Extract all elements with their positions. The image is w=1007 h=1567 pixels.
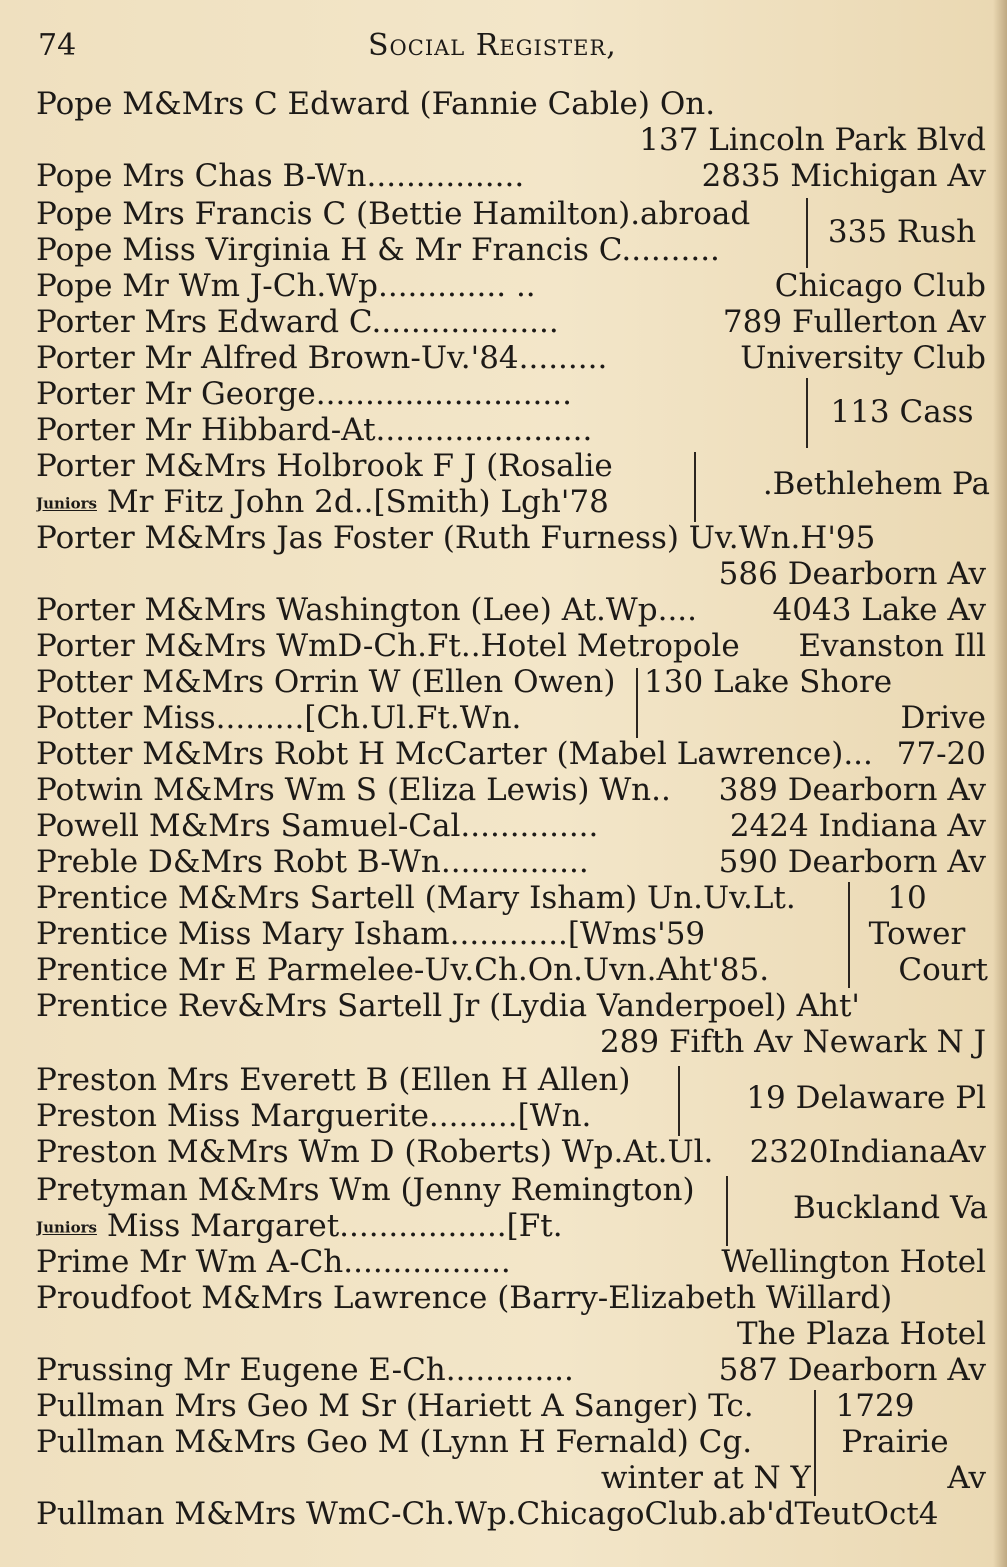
bracket-rule [694, 452, 696, 522]
entry-line: Porter M&Mrs WmD-Ch.Ft..Hotel Metropole Evanston Ill [36, 628, 986, 664]
bracket-rule [848, 882, 850, 988]
page-title: Social Register, [368, 28, 617, 63]
entry-line: Preston M&Mrs Wm D (Roberts) Wp.At.Ul. 2320IndianaAv [36, 1134, 986, 1170]
entry-line: The Plaza Hotel [736, 1316, 986, 1352]
bracket-address: 10 [887, 880, 927, 916]
bracket-rule [806, 198, 808, 268]
bracket-rule [726, 1176, 728, 1246]
entry-line: Prussing Mr Eugene E-Ch............. 587 Dearborn Av [36, 1352, 986, 1388]
entry-line: Powell M&Mrs Samuel-Cal.............. 2424 Indiana Av [36, 808, 986, 844]
entry-line: Potwin M&Mrs Wm S (Eliza Lewis) Wn.. 389 Dearborn Av [36, 772, 986, 808]
entry-line: 137 Lincoln Park Blvd [639, 122, 986, 158]
entry-line: Potter Miss.........[Ch.Ul.Ft.Wn. Drive [36, 700, 986, 736]
bracket-rule [636, 668, 638, 738]
bracket-address: 113 Cass [830, 394, 974, 430]
bracket-address: Tower [868, 916, 966, 952]
entry-line: Preble D&Mrs Robt B-Wn............... 590 Dearborn Av [36, 844, 986, 880]
bracket-address: Av [947, 1460, 986, 1496]
page-header [38, 28, 978, 68]
bracket-address: Court [898, 952, 988, 988]
entry-line: 586 Dearborn Av [718, 556, 986, 592]
bracket-address: .Bethlehem Pa [762, 466, 990, 502]
bracket-address: 19 Delaware Pl [746, 1080, 986, 1116]
entry-line: Pope Mrs Francis C (Bettie Hamilton).abroad [36, 196, 751, 232]
entry-line: Pope M&Mrs C Edward (Fannie Cable) On. [36, 86, 716, 122]
entry-line: Prentice Miss Mary Isham............[Wms'59 [36, 916, 706, 952]
entry-line: Porter M&Mrs Jas Foster (Ruth Furness) Uv.Wn.H'95 [36, 520, 876, 556]
entry-line: Juniors Miss Margaret.................[Ft. [36, 1208, 563, 1244]
entry-line: Proudfoot M&Mrs Lawrence (Barry-Elizabeth Willard) [36, 1280, 893, 1316]
page-edge-shadow [993, 0, 1007, 1567]
bracket-address: Buckland Va [793, 1190, 988, 1226]
entry-line: Potter M&Mrs Orrin W (Ellen Owen) [36, 664, 616, 700]
entry-line: Preston Miss Marguerite.........[Wn. [36, 1098, 592, 1134]
bracket-address: 130 Lake Shore [644, 664, 893, 700]
entry-line: Pope Mrs Chas B-Wn................ 2835 Michigan Av [36, 158, 986, 194]
bracket-address: 1729 [835, 1388, 915, 1424]
entry-line: Pullman M&Mrs WmC-Ch.Wp.ChicagoClub.ab'dTeutOct4 [36, 1496, 939, 1532]
entry-line: 289 Fifth Av Newark N J [599, 1024, 986, 1060]
bracket-rule [806, 378, 808, 448]
juniors-label: Juniors [36, 494, 97, 513]
bracket-rule [814, 1390, 816, 1496]
juniors-label: Juniors [36, 1218, 97, 1237]
entry-line: Potter M&Mrs Robt H McCarter (Mabel Lawrence)... 77-20 [36, 736, 986, 772]
entry-line: Porter Mr Hibbard-At...................... [36, 412, 593, 448]
entry-line: Pope Miss Virginia H & Mr Francis C.......... [36, 232, 720, 268]
entry-line: Prime Mr Wm A-Ch................. Wellington Hotel [36, 1244, 986, 1280]
entry-line: Prentice M&Mrs Sartell (Mary Isham) Un.Uv.Lt. [36, 880, 796, 916]
entry-line: Porter Mr Alfred Brown-Uv.'84......... University Club [36, 340, 986, 376]
entry-line: Porter M&Mrs Holbrook F J (Rosalie [36, 448, 613, 484]
entry-line: Juniors Mr Fitz John 2d..[Smith) Lgh'78 [36, 484, 609, 520]
entry-line: Porter M&Mrs Washington (Lee) At.Wp.... 4043 Lake Av [36, 592, 986, 628]
entry-line: Prentice Mr E Parmelee-Uv.Ch.On.Uvn.Aht'85. [36, 952, 770, 988]
entry-line: Preston Mrs Everett B (Ellen H Allen) [36, 1062, 631, 1098]
bracket-rule [678, 1066, 680, 1136]
page-number: 74 [38, 28, 77, 63]
entry-line: Porter Mr George.......................... [36, 376, 572, 412]
bracket-address: 335 Rush [827, 214, 977, 250]
entry-line: Pope Mr Wm J-Ch.Wp............. .. Chicago Club [36, 268, 986, 304]
entry-line: Pretyman M&Mrs Wm (Jenny Remington) [36, 1172, 695, 1208]
entry-line: Prentice Rev&Mrs Sartell Jr (Lydia Vanderpoel) Aht' [36, 988, 860, 1024]
entry-line: Porter Mrs Edward C................... 789 Fullerton Av [36, 304, 986, 340]
bracket-address: Prairie [841, 1424, 949, 1460]
entry-line: Pullman M&Mrs Geo M (Lynn H Fernald) Cg. [36, 1424, 753, 1460]
entry-line: Pullman Mrs Geo M Sr (Hariett A Sanger) Tc. [36, 1388, 754, 1424]
entry-line: winter at N Y [600, 1460, 811, 1496]
